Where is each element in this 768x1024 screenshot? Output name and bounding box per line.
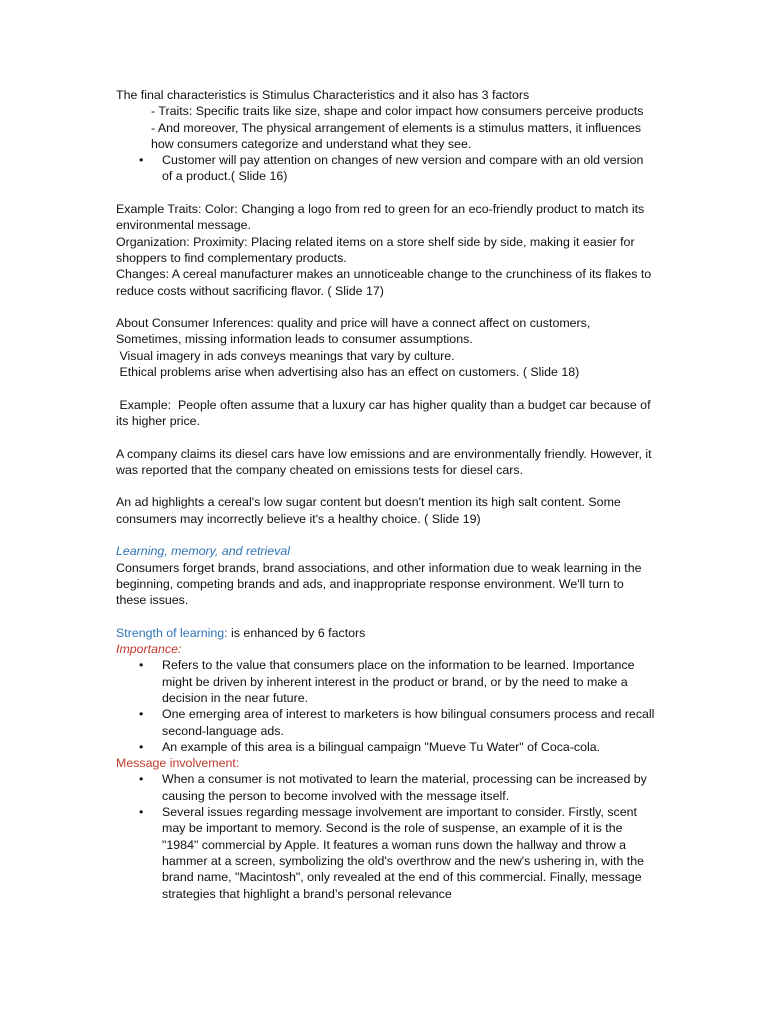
stimulus-traits: - Traits: Specific traits like size, shape and color impact how consumers perceive products	[151, 104, 644, 119]
list-item-text: One emerging area of interest to marketers is how bilingual consumers process and recall second-language ads.	[162, 707, 655, 738]
example-cereal-ad: An ad highlights a cereal's low sugar content but doesn't mention its high salt content. Some consumers may incorrectly believe it's a healthy choice. ( Slide 19)	[116, 495, 621, 526]
bullet-icon: •	[139, 707, 144, 722]
learning-body: Consumers forget brands, brand associations, and other information due to weak learning in the beginning, competing brands and ads, and inappropriate response environment. We'll turn to these issues.	[116, 560, 642, 608]
bullet-icon: •	[139, 739, 144, 754]
example-changes: Changes: A cereal manufacturer makes an unnoticeable change to the crunchiness of its flakes to reduce costs without sacrificing flavor. ( Slide 17)	[116, 267, 652, 298]
example-organization: Organization: Proximity: Placing related items on a store shelf side by side, making it easier for shoppers to find complementary products.	[116, 234, 635, 265]
document-body	[116, 87, 656, 902]
example-diesel-cars: A company claims its diesel cars have low emissions and are environmentally friendly. However, it was reported that the company cheated on emissions tests for diesel cars.	[116, 446, 652, 477]
list-item-text: Customer will pay attention on changes of new version and compare with an old version of a product.( Slide 16)	[162, 153, 644, 184]
bullet-icon: •	[139, 805, 144, 820]
inferences-line-4: Ethical problems arise when advertising also has an effect on customers. ( Slide 18)	[116, 365, 580, 380]
paragraph-gap	[116, 429, 656, 445]
example-traits: Example Traits: Color: Changing a logo from red to green for an eco-friendly product to match its environmental message.	[116, 202, 645, 233]
message-bullet-list	[116, 771, 656, 901]
bullet-icon: •	[139, 153, 144, 168]
importance-heading: Importance:	[116, 642, 182, 657]
strength-rest: is enhanced by 6 factors	[227, 625, 366, 640]
list-item-text: Several issues regarding message involvement are important to consider. Firstly, scent may be important to memory. Second is the role of suspense, an example of it is the "1984" commercial by Apple. It features a woman runs down the hallway and throw a hammer at a screen, symbolizing the old's overthrow and the new's ushering in, with the brand name, "Macintosh", only revealed at the end of this commercial. Finally, message strategies that highlight a brand’s personal relevance	[162, 805, 645, 901]
stimulus-intro: The final characteristics is Stimulus Characteristics and it also has 3 factors	[116, 88, 530, 102]
strength-heading: Strength of learning:	[116, 625, 228, 640]
list-item	[116, 152, 656, 185]
paragraph-gap	[116, 185, 656, 201]
list-item	[116, 739, 656, 755]
bullet-icon: •	[139, 772, 144, 787]
paragraph-gap	[116, 478, 656, 494]
learning-heading: Learning, memory, and retrieval	[116, 544, 291, 559]
bullet-icon: •	[139, 658, 144, 673]
list-item	[116, 804, 656, 902]
stimulus-arrangement: - And moreover, The physical arrangement of elements is a stimulus matters, it influences how consumers categorize and understand what they see.	[151, 120, 642, 151]
message-involvement-heading: Message involvement:	[116, 756, 240, 771]
paragraph-gap	[116, 299, 656, 315]
inferences-line-1: About Consumer Inferences: quality and price will have a connect affect on customers,	[116, 316, 591, 331]
list-item-text: Refers to the value that consumers place on the information to be learned. Importance might be driven by inherent interest in the product or brand, or by the need to make a decision in the near future.	[162, 658, 635, 705]
paragraph-gap	[116, 380, 656, 396]
importance-bullet-list	[116, 657, 656, 755]
list-item	[116, 706, 656, 739]
list-item-text: An example of this area is a bilingual campaign "Mueve Tu Water" of Coca-cola.	[162, 739, 601, 754]
paragraph-gap	[116, 527, 656, 543]
inferences-line-3: Visual imagery in ads conveys meanings that vary by culture.	[116, 348, 455, 363]
strength-line	[116, 625, 656, 641]
inferences-line-2: Sometimes, missing information leads to consumer assumptions.	[116, 332, 473, 347]
list-item	[116, 657, 656, 706]
example-luxury-car: Example: People often assume that a luxury car has higher quality than a budget car because of its higher price.	[116, 397, 654, 428]
list-item	[116, 771, 656, 804]
stimulus-bullet-list	[116, 152, 656, 185]
paragraph-gap	[116, 609, 656, 625]
list-item-text: When a consumer is not motivated to learn the material, processing can be increased by causing the person to become involved with the message itself.	[162, 772, 647, 803]
